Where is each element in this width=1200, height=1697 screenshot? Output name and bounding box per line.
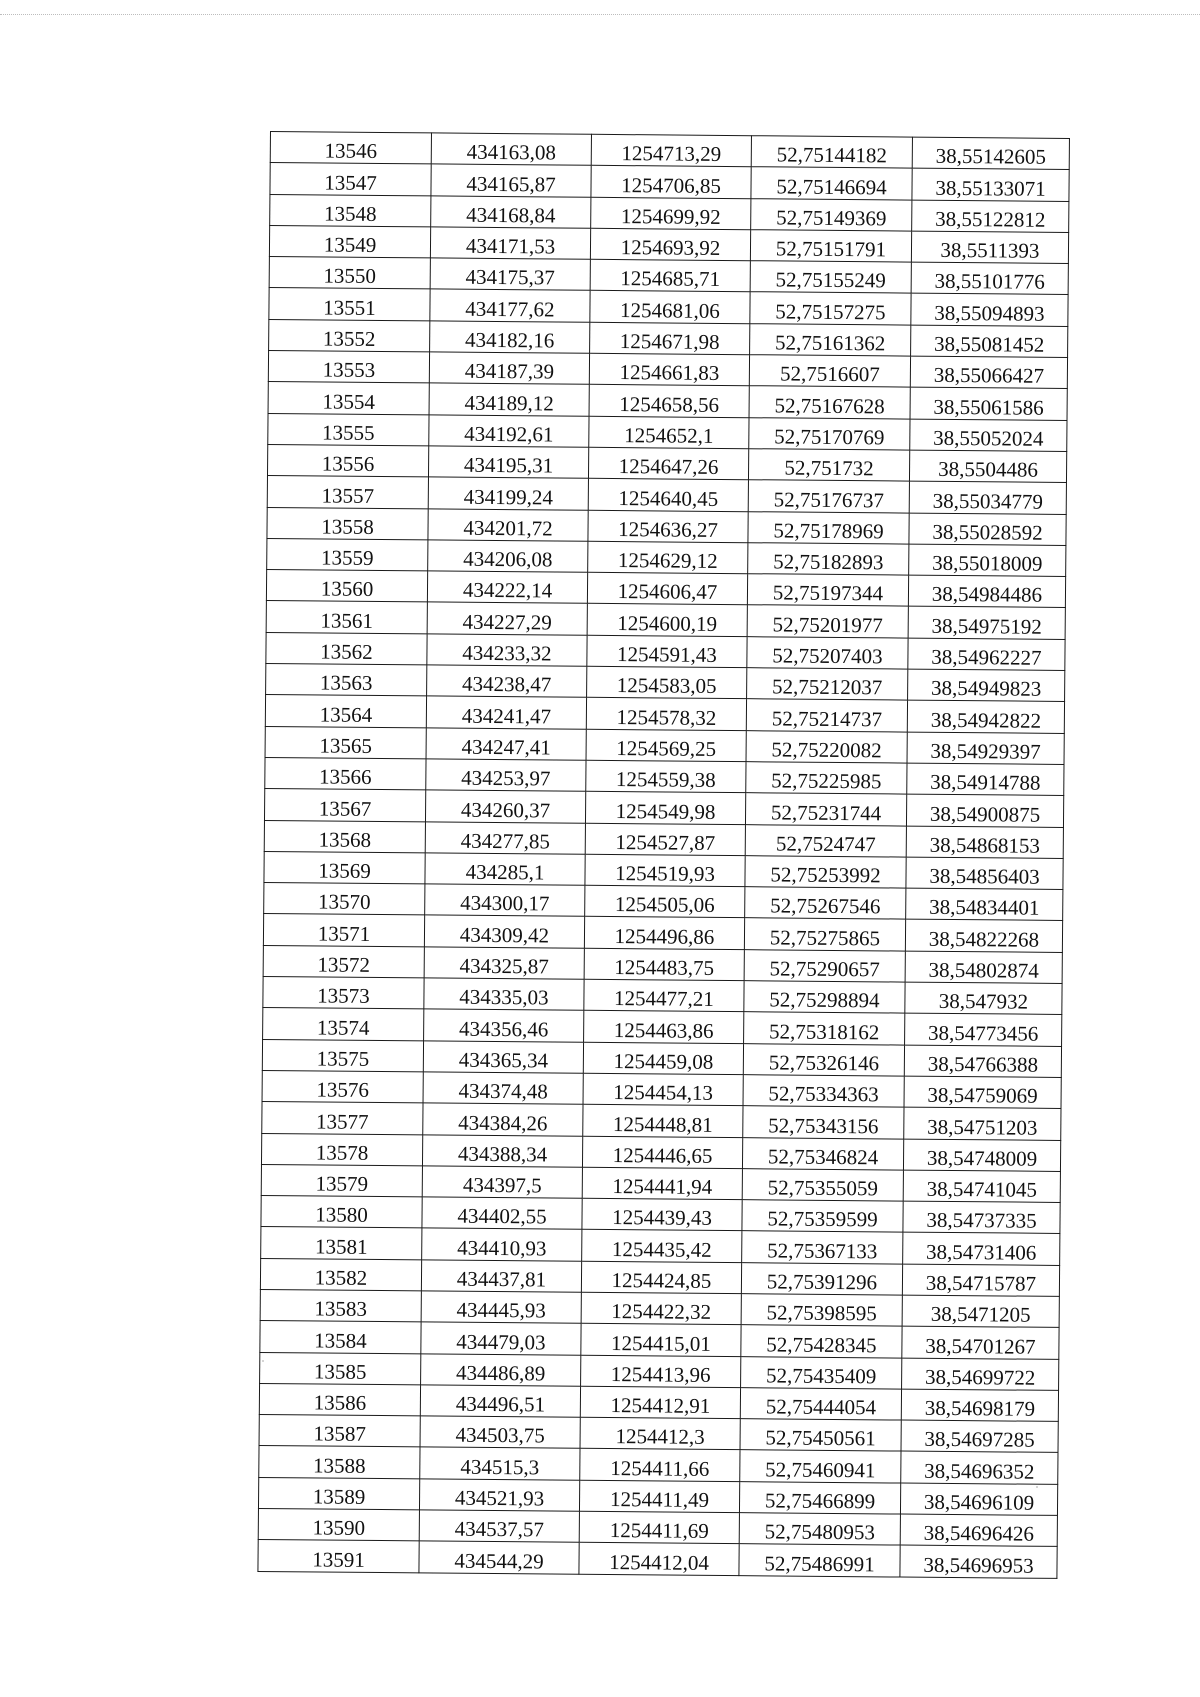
longitude-cell: 38,5504486 <box>909 450 1066 483</box>
longitude-cell: 38,55052024 <box>910 419 1067 452</box>
longitude-cell: 38,54759069 <box>904 1076 1061 1109</box>
latitude-cell: 52,75151791 <box>750 230 911 263</box>
y-coordinate-cell: 1254496,86 <box>584 917 744 950</box>
latitude-cell: 52,75253992 <box>745 856 906 889</box>
longitude-cell: 38,54900875 <box>906 794 1063 827</box>
longitude-cell: 38,54696109 <box>900 1483 1057 1516</box>
x-coordinate-cell: 434247,41 <box>426 728 586 761</box>
x-coordinate-cell: 434335,03 <box>424 978 584 1011</box>
y-coordinate-cell: 1254652,1 <box>589 416 749 449</box>
longitude-cell: 38,54868153 <box>906 826 1063 859</box>
latitude-cell: 52,75178969 <box>748 511 909 544</box>
x-coordinate-cell: 434189,12 <box>429 383 589 416</box>
longitude-cell: 38,55018009 <box>909 544 1066 577</box>
y-coordinate-cell: 1254693,92 <box>590 228 750 261</box>
latitude-cell: 52,75182893 <box>748 543 909 576</box>
point-number-cell: 13589 <box>258 1477 419 1510</box>
latitude-cell: 52,75144182 <box>751 136 912 169</box>
point-number-cell: 13576 <box>262 1070 423 1103</box>
point-number-cell: 13579 <box>261 1164 422 1197</box>
y-coordinate-cell: 1254640,45 <box>588 479 748 512</box>
point-number-cell: 13580 <box>261 1196 422 1229</box>
x-coordinate-cell: 434515,3 <box>420 1447 580 1480</box>
y-coordinate-cell: 1254441,94 <box>582 1167 742 1200</box>
y-coordinate-cell: 1254448,81 <box>583 1104 743 1137</box>
y-coordinate-cell: 1254629,12 <box>588 541 748 574</box>
x-coordinate-cell: 434479,03 <box>421 1322 581 1355</box>
point-number-cell: 13588 <box>259 1446 420 1479</box>
scan-edge-line <box>0 14 1200 15</box>
y-coordinate-cell: 1254412,91 <box>580 1386 740 1419</box>
point-number-cell: 13559 <box>267 538 428 571</box>
x-coordinate-cell: 434521,93 <box>419 1479 579 1512</box>
x-coordinate-cell: 434192,61 <box>429 415 589 448</box>
latitude-cell: 52,75343156 <box>743 1106 904 1139</box>
point-number-cell: 13557 <box>267 476 428 509</box>
point-number-cell: 13558 <box>267 507 428 540</box>
y-coordinate-cell: 1254422,32 <box>581 1292 741 1325</box>
y-coordinate-cell: 1254412,3 <box>580 1417 740 1450</box>
y-coordinate-cell: 1254600,19 <box>587 604 747 637</box>
longitude-cell: 38,5511393 <box>911 231 1068 264</box>
point-number-cell: 13569 <box>264 851 425 884</box>
x-coordinate-cell: 434537,57 <box>419 1510 579 1543</box>
y-coordinate-cell: 1254435,42 <box>582 1230 742 1263</box>
point-number-cell: 13563 <box>266 664 427 697</box>
y-coordinate-cell: 1254505,06 <box>585 885 745 918</box>
point-number-cell: 13591 <box>258 1540 419 1573</box>
y-coordinate-cell: 1254454,13 <box>583 1073 743 1106</box>
latitude-cell: 52,75170769 <box>749 417 910 450</box>
x-coordinate-cell: 434397,5 <box>422 1166 582 1199</box>
point-number-cell: 13565 <box>265 726 426 759</box>
y-coordinate-cell: 1254636,27 <box>588 510 748 543</box>
y-coordinate-cell: 1254606,47 <box>587 572 747 605</box>
longitude-cell: 38,55133071 <box>912 168 1069 201</box>
latitude-cell: 52,75161362 <box>750 323 911 356</box>
x-coordinate-cell: 434410,93 <box>422 1228 582 1261</box>
point-number-cell: 13573 <box>263 976 424 1009</box>
point-number-cell: 13551 <box>269 288 430 321</box>
x-coordinate-cell: 434384,26 <box>423 1103 583 1136</box>
point-number-cell: 13554 <box>268 382 429 415</box>
point-number-cell: 13590 <box>258 1509 419 1542</box>
point-number-cell: 13548 <box>270 194 431 227</box>
latitude-cell: 52,75391296 <box>741 1262 902 1295</box>
longitude-cell: 38,54822268 <box>905 919 1062 952</box>
longitude-cell: 38,55081452 <box>911 325 1068 358</box>
x-coordinate-cell: 434486,89 <box>421 1353 581 1386</box>
longitude-cell: 38,54751203 <box>904 1107 1061 1140</box>
longitude-cell: 38,54696953 <box>900 1545 1057 1578</box>
y-coordinate-cell: 1254583,05 <box>587 666 747 699</box>
latitude-cell: 52,75466899 <box>739 1481 900 1514</box>
x-coordinate-cell: 434238,47 <box>427 665 587 698</box>
y-coordinate-cell: 1254483,75 <box>584 948 744 981</box>
y-coordinate-cell: 1254578,32 <box>586 698 746 731</box>
latitude-cell: 52,75201977 <box>747 605 908 638</box>
longitude-cell: 38,55061586 <box>910 387 1067 420</box>
x-coordinate-cell: 434171,53 <box>430 227 590 260</box>
latitude-cell: 52,751732 <box>748 449 909 482</box>
y-coordinate-cell: 1254527,87 <box>585 823 745 856</box>
x-coordinate-cell: 434241,47 <box>426 696 586 729</box>
latitude-cell: 52,75298894 <box>744 981 905 1014</box>
latitude-cell: 52,75207403 <box>747 636 908 669</box>
point-number-cell: 13546 <box>270 132 431 165</box>
x-coordinate-cell: 434201,72 <box>428 508 588 541</box>
y-coordinate-cell: 1254681,06 <box>590 291 750 324</box>
latitude-cell: 52,75480953 <box>739 1513 900 1546</box>
x-coordinate-cell: 434177,62 <box>430 289 590 322</box>
x-coordinate-cell: 434165,87 <box>431 164 591 197</box>
y-coordinate-cell: 1254463,86 <box>584 1011 744 1044</box>
x-coordinate-cell: 434277,85 <box>425 821 585 854</box>
point-number-cell: 13549 <box>269 225 430 258</box>
x-coordinate-cell: 434365,34 <box>423 1040 583 1073</box>
x-coordinate-cell: 434437,81 <box>421 1260 581 1293</box>
latitude-cell: 52,75398595 <box>741 1294 902 1327</box>
longitude-cell: 38,55122812 <box>912 200 1069 233</box>
latitude-cell: 52,75176737 <box>748 480 909 513</box>
coordinates-table <box>257 131 1070 1579</box>
x-coordinate-cell: 434182,16 <box>430 321 590 354</box>
x-coordinate-cell: 434175,37 <box>430 258 590 291</box>
longitude-cell: 38,54766388 <box>904 1045 1061 1078</box>
latitude-cell: 52,75450561 <box>740 1419 901 1452</box>
longitude-cell: 38,547932 <box>905 982 1062 1015</box>
latitude-cell: 52,75428345 <box>741 1325 902 1358</box>
longitude-cell: 38,55034779 <box>909 481 1066 514</box>
x-coordinate-cell: 434227,29 <box>427 602 587 635</box>
point-number-cell: 13562 <box>266 632 427 665</box>
point-number-cell: 13552 <box>269 319 430 352</box>
latitude-cell: 52,75146694 <box>751 167 912 200</box>
y-coordinate-cell: 1254706,85 <box>591 166 751 199</box>
x-coordinate-cell: 434503,75 <box>420 1416 580 1449</box>
latitude-cell: 52,75460941 <box>740 1450 901 1483</box>
longitude-cell: 38,54802874 <box>905 951 1062 984</box>
longitude-cell: 38,54834401 <box>906 888 1063 921</box>
longitude-cell: 38,54962227 <box>908 638 1065 671</box>
x-coordinate-cell: 434325,87 <box>424 947 584 980</box>
x-coordinate-cell: 434233,32 <box>427 634 587 667</box>
y-coordinate-cell: 1254661,83 <box>589 353 749 386</box>
x-coordinate-cell: 434445,93 <box>421 1291 581 1324</box>
point-number-cell: 13553 <box>268 351 429 384</box>
latitude-cell: 52,75231744 <box>745 793 906 826</box>
longitude-cell: 38,54748009 <box>903 1139 1060 1172</box>
latitude-cell: 52,75486991 <box>739 1544 900 1577</box>
y-coordinate-cell: 1254424,85 <box>581 1261 741 1294</box>
x-coordinate-cell: 434187,39 <box>429 352 589 385</box>
point-number-cell: 13582 <box>260 1258 421 1291</box>
coordinates-table-body <box>258 132 1070 1579</box>
point-number-cell: 13574 <box>263 1008 424 1041</box>
longitude-cell: 38,55028592 <box>909 513 1066 546</box>
x-coordinate-cell: 434402,55 <box>422 1197 582 1230</box>
longitude-cell: 38,55142605 <box>912 137 1069 170</box>
latitude-cell: 52,75359599 <box>742 1200 903 1233</box>
y-coordinate-cell: 1254549,98 <box>585 792 745 825</box>
x-coordinate-cell: 434206,08 <box>428 540 588 573</box>
latitude-cell: 52,75326146 <box>743 1043 904 1076</box>
latitude-cell: 52,75334363 <box>743 1075 904 1108</box>
latitude-cell: 52,75220082 <box>746 730 907 763</box>
longitude-cell: 38,54975192 <box>908 607 1065 640</box>
x-coordinate-cell: 434356,46 <box>424 1009 584 1042</box>
point-number-cell: 13550 <box>269 257 430 290</box>
x-coordinate-cell: 434374,48 <box>423 1072 583 1105</box>
point-number-cell: 13566 <box>265 757 426 790</box>
latitude-cell: 52,75290657 <box>744 949 905 982</box>
latitude-cell: 52,75155249 <box>750 261 911 294</box>
latitude-cell: 52,75267546 <box>745 887 906 920</box>
point-number-cell: 13586 <box>259 1383 420 1416</box>
longitude-cell: 38,54773456 <box>905 1013 1062 1046</box>
longitude-cell: 38,54731406 <box>903 1232 1060 1265</box>
longitude-cell: 38,54697285 <box>901 1420 1058 1453</box>
longitude-cell: 38,55101776 <box>911 262 1068 295</box>
x-coordinate-cell: 434300,17 <box>425 884 585 917</box>
x-coordinate-cell: 434544,29 <box>419 1541 579 1574</box>
longitude-cell: 38,54699722 <box>902 1358 1059 1391</box>
point-number-cell: 13567 <box>264 789 425 822</box>
longitude-cell: 38,54701267 <box>902 1326 1059 1359</box>
y-coordinate-cell: 1254415,01 <box>581 1324 741 1357</box>
point-number-cell: 13564 <box>265 695 426 728</box>
x-coordinate-cell: 434195,31 <box>428 446 588 479</box>
y-coordinate-cell: 1254413,96 <box>581 1355 741 1388</box>
longitude-cell: 38,54696426 <box>900 1514 1057 1547</box>
table-row <box>258 1540 1057 1578</box>
point-number-cell: 13556 <box>267 444 428 477</box>
longitude-cell: 38,54696352 <box>901 1452 1058 1485</box>
y-coordinate-cell: 1254446,65 <box>582 1136 742 1169</box>
longitude-cell: 38,54984486 <box>908 575 1065 608</box>
y-coordinate-cell: 1254411,69 <box>579 1511 739 1544</box>
latitude-cell: 52,75225985 <box>746 762 907 795</box>
x-coordinate-cell: 434199,24 <box>428 477 588 510</box>
latitude-cell: 52,75212037 <box>747 668 908 701</box>
point-number-cell: 13547 <box>270 163 431 196</box>
longitude-cell: 38,54949823 <box>908 669 1065 702</box>
point-number-cell: 13581 <box>261 1227 422 1260</box>
longitude-cell: 38,54929397 <box>907 732 1064 765</box>
y-coordinate-cell: 1254658,56 <box>589 385 749 418</box>
latitude-cell: 52,75197344 <box>747 574 908 607</box>
longitude-cell: 38,54856403 <box>906 857 1063 890</box>
latitude-cell: 52,75149369 <box>751 198 912 231</box>
latitude-cell: 52,75367133 <box>742 1231 903 1264</box>
x-coordinate-cell: 434222,14 <box>427 571 587 604</box>
point-number-cell: 13560 <box>266 570 427 603</box>
y-coordinate-cell: 1254519,93 <box>585 854 745 887</box>
longitude-cell: 38,54914788 <box>907 763 1064 796</box>
y-coordinate-cell: 1254569,25 <box>586 729 746 762</box>
latitude-cell: 52,75444054 <box>740 1388 901 1421</box>
point-number-cell: 13561 <box>266 601 427 634</box>
latitude-cell: 52,75346824 <box>742 1137 903 1170</box>
x-coordinate-cell: 434496,51 <box>420 1385 580 1418</box>
y-coordinate-cell: 1254439,43 <box>582 1198 742 1231</box>
latitude-cell: 52,7524747 <box>745 824 906 857</box>
longitude-cell: 38,54737335 <box>903 1201 1060 1234</box>
x-coordinate-cell: 434168,84 <box>431 196 591 229</box>
y-coordinate-cell: 1254411,66 <box>580 1449 740 1482</box>
latitude-cell: 52,75167628 <box>749 386 910 419</box>
point-number-cell: 13584 <box>260 1321 421 1354</box>
point-number-cell: 13578 <box>261 1133 422 1166</box>
point-number-cell: 13555 <box>268 413 429 446</box>
latitude-cell: 52,75275865 <box>744 918 905 951</box>
x-coordinate-cell: 434388,34 <box>422 1134 582 1167</box>
point-number-cell: 13587 <box>259 1415 420 1448</box>
point-number-cell: 13568 <box>264 820 425 853</box>
point-number-cell: 13577 <box>262 1102 423 1135</box>
x-coordinate-cell: 434309,42 <box>424 915 584 948</box>
y-coordinate-cell: 1254647,26 <box>588 447 748 480</box>
longitude-cell: 38,54715787 <box>902 1264 1059 1297</box>
point-number-cell: 13570 <box>264 883 425 916</box>
point-number-cell: 13585 <box>260 1352 421 1385</box>
point-number-cell: 13583 <box>260 1289 421 1322</box>
latitude-cell: 52,75355059 <box>742 1168 903 1201</box>
y-coordinate-cell: 1254559,38 <box>586 760 746 793</box>
y-coordinate-cell: 1254477,21 <box>584 979 744 1012</box>
x-coordinate-cell: 434163,08 <box>431 133 591 166</box>
point-number-cell: 13572 <box>263 945 424 978</box>
longitude-cell: 38,5471205 <box>902 1295 1059 1328</box>
latitude-cell: 52,7516607 <box>749 355 910 388</box>
x-coordinate-cell: 434285,1 <box>425 853 585 886</box>
latitude-cell: 52,75318162 <box>744 1012 905 1045</box>
y-coordinate-cell: 1254685,71 <box>590 259 750 292</box>
longitude-cell: 38,54741045 <box>903 1170 1060 1203</box>
point-number-cell: 13571 <box>263 914 424 947</box>
longitude-cell: 38,54942822 <box>907 700 1064 733</box>
x-coordinate-cell: 434253,97 <box>426 759 586 792</box>
y-coordinate-cell: 1254411,49 <box>579 1480 739 1513</box>
y-coordinate-cell: 1254699,92 <box>591 197 751 230</box>
y-coordinate-cell: 1254459,08 <box>583 1042 743 1075</box>
longitude-cell: 38,55066427 <box>910 356 1067 389</box>
longitude-cell: 38,54698179 <box>901 1389 1058 1422</box>
y-coordinate-cell: 1254671,98 <box>590 322 750 355</box>
latitude-cell: 52,75435409 <box>741 1356 902 1389</box>
y-coordinate-cell: 1254591,43 <box>587 635 747 668</box>
point-number-cell: 13575 <box>262 1039 423 1072</box>
y-coordinate-cell: 1254713,29 <box>591 134 751 167</box>
x-coordinate-cell: 434260,37 <box>425 790 585 823</box>
y-coordinate-cell: 1254412,04 <box>579 1543 739 1576</box>
longitude-cell: 38,55094893 <box>911 294 1068 327</box>
latitude-cell: 52,75214737 <box>746 699 907 732</box>
latitude-cell: 52,75157275 <box>750 292 911 325</box>
